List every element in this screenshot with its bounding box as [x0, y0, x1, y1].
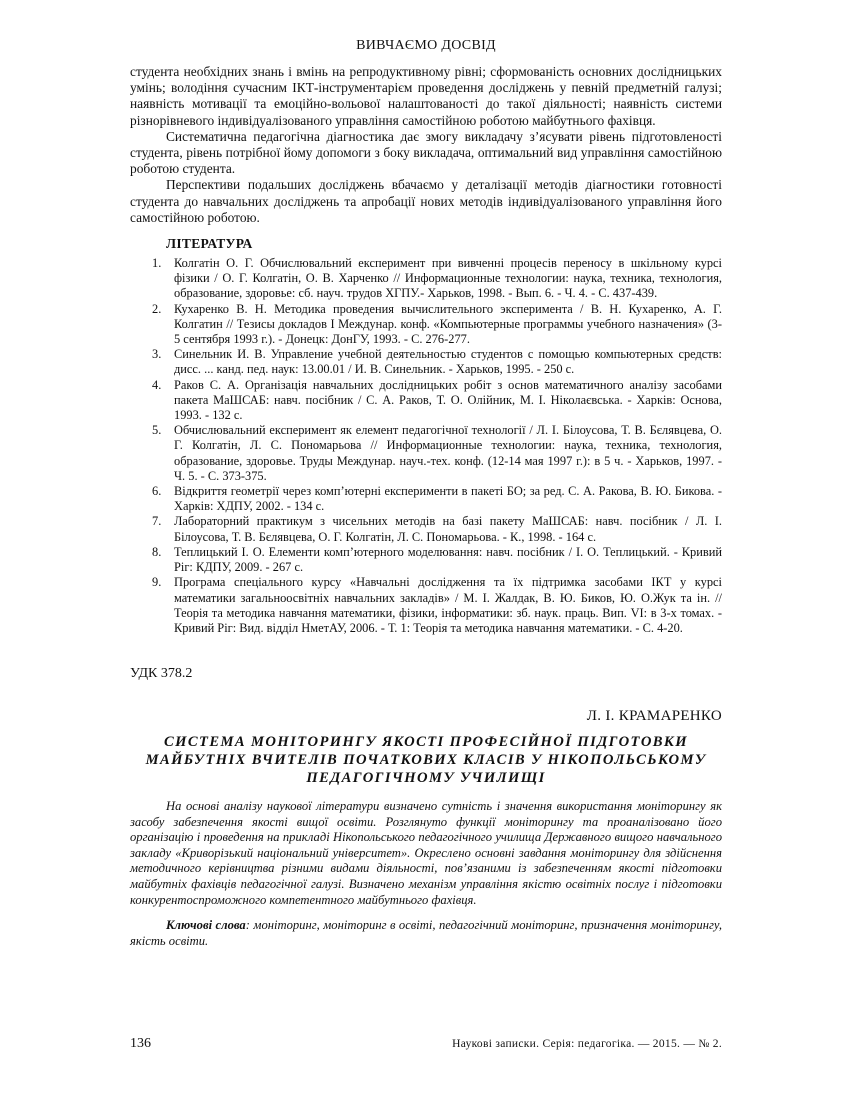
reference-number: 3. [152, 347, 162, 362]
reference-item [130, 423, 722, 484]
keywords-text: : моніторинг, моніторинг в освіті, педагогічний моніторинг, призначення моніторингу, якість освіти. [130, 918, 722, 948]
reference-text: Відкриття геометрії через комп’ютерні експерименти в пакеті БО; за ред. С. А. Ракова, В. Ю. Бикова. - Харків: ХДПУ, 2002. - 134 с. [174, 484, 722, 514]
journal-citation: Наукові записки. Серія: педагогіка. — 2015. — № 2. [452, 1038, 722, 1050]
author-name: Л. І. КРАМАРЕНКО [586, 708, 722, 725]
keywords-label: Ключові слова [166, 918, 246, 933]
reference-item [130, 347, 722, 377]
reference-text: Програма спеціального курсу «Навчальні дослідження та їх підтримка засобами ІКТ у курсі математики загальноосвітніх навчальних закладів» / М. І. Жалдак, В. Ю. Биков, Ю. О.Жук та ін. // Теорія та методика навчання математики, фізики, інформатики: зб. наук. праць. Вип. VI: в 3-х томах. - Кривий Ріг: Вид. відділ НметАУ, 2006. - Т. 1: Теорія та методика навчання математики. - С. 4-20. [174, 575, 722, 635]
reference-number: 2. [152, 301, 162, 316]
reference-item [130, 302, 722, 348]
reference-item [130, 378, 722, 424]
reference-item [130, 514, 722, 544]
reference-text: Колгатін О. Г. Обчислювальний експеримент при вивченні процесів переносу в шкільному курсі фізики / О. Г. Колгатін, О. В. Харченко // Информационные технологии: наука, техника, технология, образование, здоровье: сб. науч. трудов ХГПУ.- Харьков, 1998. - Вып. 6. - Ч. 4. - С. 437-439. [174, 256, 722, 301]
reference-text: Кухаренко В. Н. Методика проведения вычислительного эксперимента / В. Н. Кухаренко, А. Г. Колгатин // Тезисы докладов I Междунар. конф. «Компьютерные программы учебного назначения» (3-5 сентября 1993 г.). - Донецк: ДонГУ, 1993. - С. 276-277. [174, 301, 722, 347]
reference-item [130, 484, 722, 514]
abstract-text: На основі аналізу наукової літератури визначено сутність і значення використання моніторингу як засобу забезпечення якості вищої освіти. Розглянуто функції моніторингу та проаналізовано його організацію і проведення на прикладі Нікопольського педагогічного училища Державного вищого навчального закладу «Криворізький національний університет». Окреслено основні завдання моніторингу для здійснення методичного керівництва різними видами діяльності, пов’язаними із забезпеченням якості підготовки майбутніх фахівців педагогічної галузі. Визначено механізм управління якістю освітніх послуг і підготовки конкурентоспроможного компетентного майбутнього фахівця. [130, 799, 722, 907]
page-footer [130, 1036, 722, 1056]
article-title-line-3: ПЕДАГОГІЧНОМУ УЧИЛИЩІ [306, 770, 546, 787]
reference-number: 1. [152, 256, 162, 271]
reference-number: 6. [152, 484, 162, 499]
article-title-line-1: СИСТЕМА МОНІТОРИНГУ ЯКОСТІ ПРОФЕСІЙНОЇ ПІДГОТОВКИ [164, 734, 688, 751]
reference-item [130, 545, 722, 575]
keywords-paragraph [130, 918, 722, 949]
abstract [130, 799, 722, 908]
reference-list [130, 256, 722, 636]
reference-text: Лабораторний практикум з чисельних методів на базі пакету МаШСАБ: навч. посібник / Л. І. Білоусова, Т. В. Бєлявцева, О. Г. Колгатін, Л. С. Пономарьова. - К., 1998. - 164 с. [174, 514, 722, 544]
reference-item [130, 256, 722, 302]
reference-item [130, 575, 722, 636]
article-title-line-2: МАЙБУТНІХ ВЧИТЕЛІВ ПОЧАТКОВИХ КЛАСІВ У НІКОПОЛЬСЬКОМУ [145, 752, 707, 769]
reference-number: 5. [152, 423, 162, 438]
reference-text: Теплицький І. О. Елементи комп’ютерного моделювання: навч. посібник / І. О. Теплицький. - Кривий Ріг: КДПУ, 2009. - 267 с. [174, 544, 722, 575]
reference-text: Синельник И. В. Управление учебной деятельностью студентов с помощью компьютерных средств: дисс. ... канд. пед. наук: 13.00.01 / И. В. Синельник. - Харьков, 1995. - 250 с. [174, 347, 722, 377]
reference-number: 8. [152, 544, 162, 559]
literature-heading: ЛІТЕРАТУРА [166, 236, 253, 252]
reference-number: 4. [152, 377, 162, 392]
page-body [130, 38, 722, 949]
article-title [130, 733, 722, 787]
reference-number: 7. [152, 514, 162, 529]
udk-code: УДК 378.2 [130, 666, 193, 682]
keywords [130, 918, 722, 949]
intro-paragraph-3: Перспективи подальших досліджень вбачаємо у деталізації методів діагностики готовності студента до навчальних досліджень та апробації нових методів індивідуалізованого управління його самостійною роботою. [130, 177, 722, 225]
running-head: ВИВЧАЄМО ДОСВІД [356, 38, 496, 53]
intro-paragraph-1: студента необхідних знань і вмінь на репродуктивному рівні; сформованість основних дослідницьких умінь; володіння сучасним ІКТ-інструментарієм проведення досліджень у певній предметній галузі; наявність мотивації та емоційно-вольової налаштованості до такої діяльності; наявність системи різнорівневого індивідуалізованого управління самостійною роботою майбутнього фахівця. [130, 64, 722, 128]
reference-text: Раков С. А. Організація навчальних дослідницьких робіт з основ математичного аналізу засобами пакета МаШСАБ: навч. посібник / С. А. Раков, Т. О. Олійник, М. І. Ніколаєвська. - Харків: Основа, 1993. - 132 с. [174, 377, 722, 423]
page-number: 136 [130, 1036, 151, 1051]
reference-text: Обчислювальний експеримент як елемент педагогічної технології / Л. І. Білоусова, Т. В. Бєлявцева, О. Г. Колгатін, Л. С. Пономарьова // Информационные технологии: наука, техника, технология, образование, здоровье. Труды Междунар. науч.-тех. конф. (12-14 мая 1997 г.): в 5 ч. - Харьков, 1997. - Ч. 5. - С. 373-375. [174, 423, 722, 483]
reference-number: 9. [152, 575, 162, 590]
intro-paragraph-2: Систематична педагогічна діагностика дає змогу викладачу з’ясувати рівень підготовленості студента, рівень потрібної йому допомоги з боку викладача, оптимальний вид управління самостійною роботою студента. [130, 128, 722, 177]
